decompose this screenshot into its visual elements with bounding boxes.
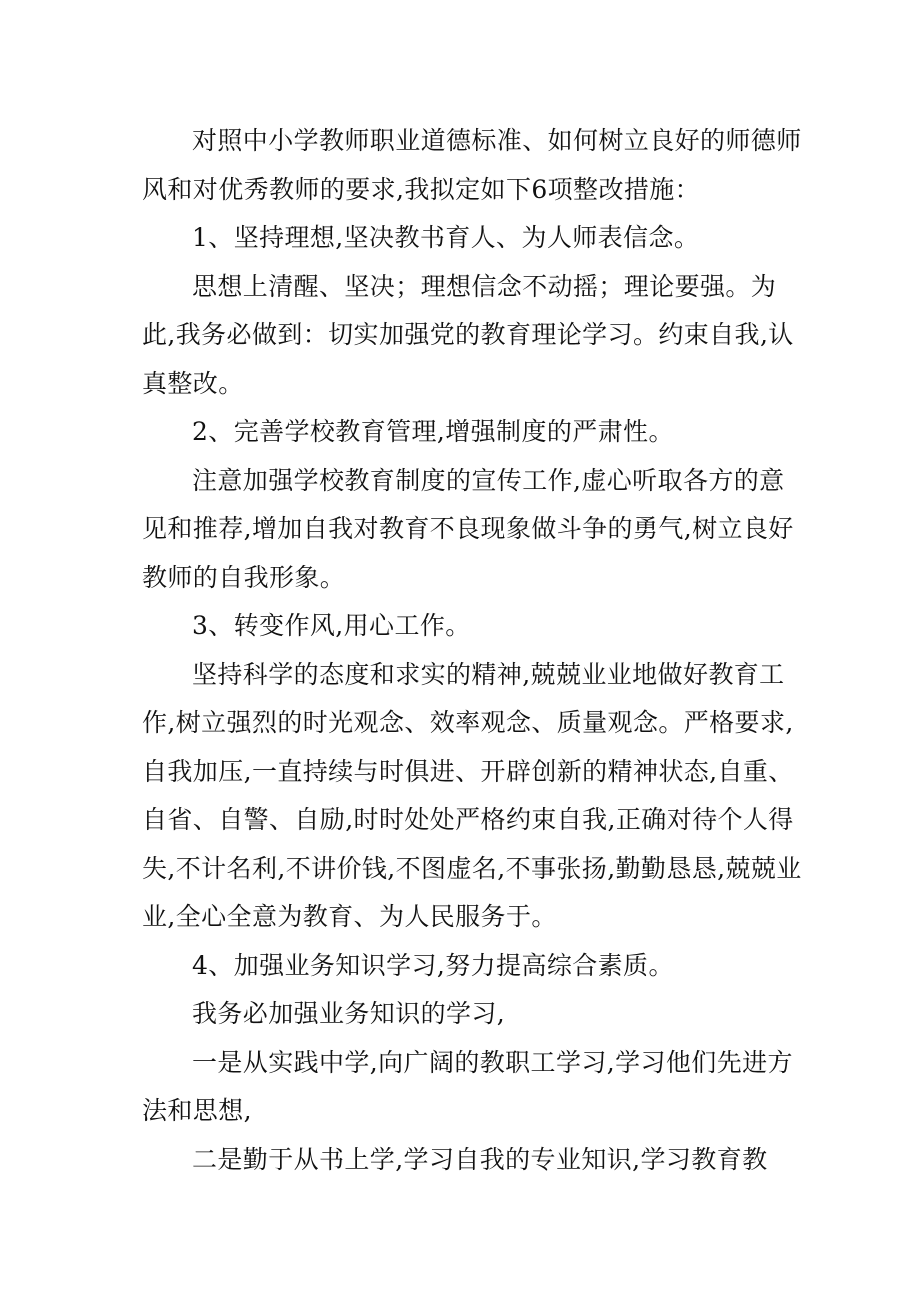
measure-body-1: 思想上清醒、坚决；理想信念不动摇；理论要强。为此,我务必做到：切实加强党的教育理论学习。约束自我,认真整改。 [142,271,794,398]
measure-body-4-point-1: 一是从实践中学,向广阔的教职工学习,学习他们先进方法和思想, [142,1047,793,1125]
measure-body-2: 注意加强学校教育制度的宣传工作,虚心听取各方的意见和推荐,增加自我对教育不良现象做斗争的勇气,树立良好教师的自我形象。 [142,465,794,592]
measure-body-3: 坚持科学的态度和求实的精神,兢兢业业地做好教育工作,树立强烈的时光观念、效率观念、质量观念。严格要求,自我加压,一直持续与时俱进、开辟创新的精神状态,自重、自省、自警、自励,时时处处严格约束自我,正确对待个人得失,不计名利,不讲价钱,不图虚名,不事张扬,勤勤恳恳,兢兢业业,全心全意为教育、为人民服务于。 [142,659,802,931]
measure-heading-3: 3、转变作风,用心工作。 [192,611,471,640]
measure-body-4-point-2: 二是勤于从书上学,学习自我的专业知识,学习教育教 [192,1144,768,1174]
measure-heading-1: 1、坚持理想,坚决教书育人、为人师表信念。 [192,223,700,252]
measure-body-4: 我务必加强业务知识的学习, [192,999,506,1028]
document-body [142,117,802,1184]
measure-heading-4: 4、加强业务知识学习,努力提高综合素质。 [192,950,674,980]
measure-heading-2: 2、完善学校教育管理,增强制度的严肃性。 [192,417,674,446]
paragraph-intro: 对照中小学教师职业道德标准、如何树立良好的师德师风和对优秀教师的要求,我拟定如下6项整改措施： [142,126,802,204]
